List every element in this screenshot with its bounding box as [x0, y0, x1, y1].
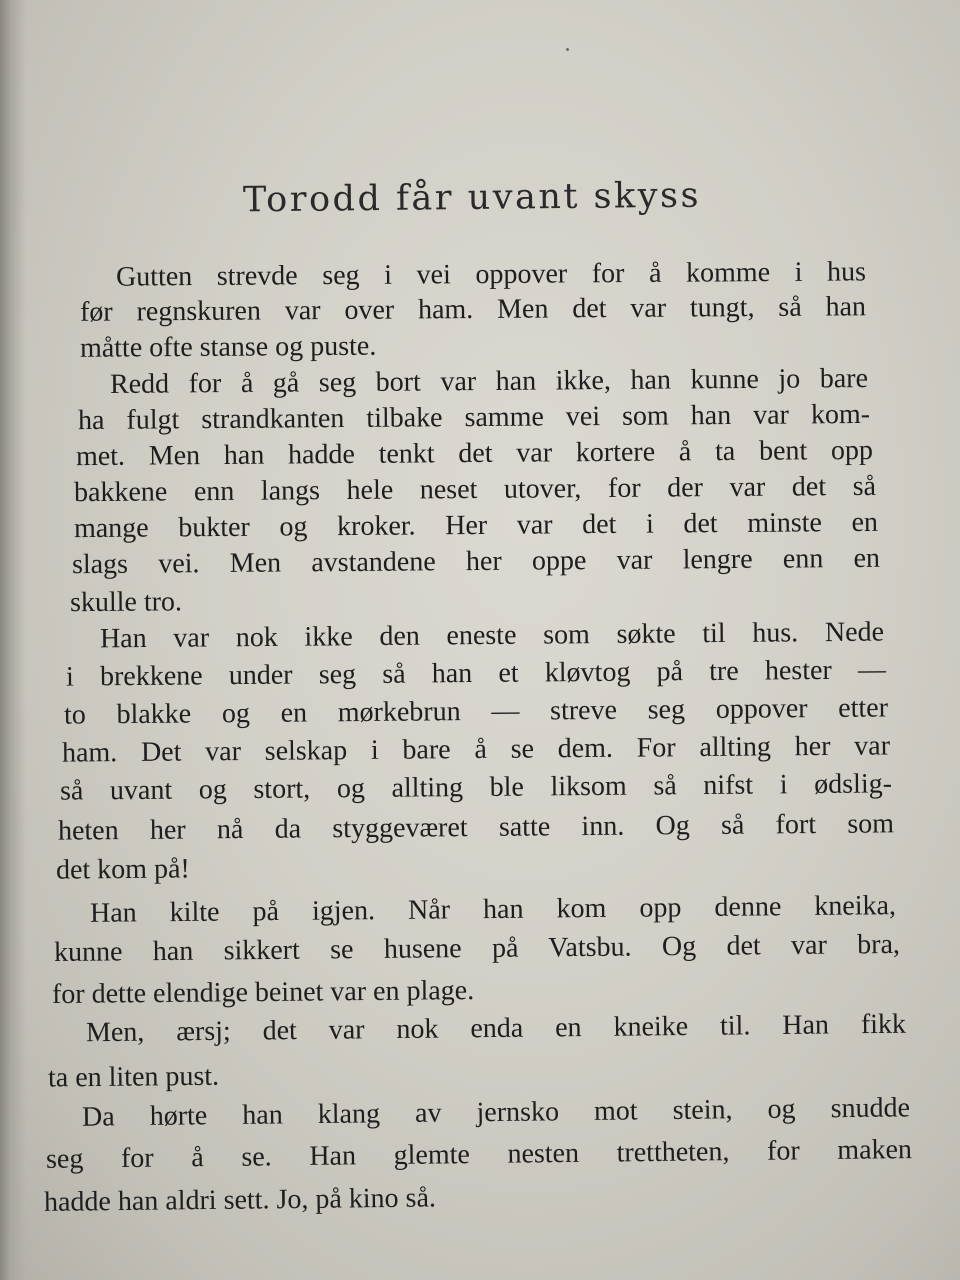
text-line: i brekkene under seg så han et kløvtog på tre hester — — [65, 654, 887, 693]
text-line: slags vei. Men avstandene her oppe var lengre enn en — [71, 542, 881, 581]
text-line: måtte ofte stanse og puste. — [79, 330, 377, 364]
text-line: seg for å se. Han glemte nesten trettheten, for maken — [45, 1134, 913, 1175]
text-line: Redd for å gå seg bort var han ikke, han kunne jo bare — [109, 363, 869, 400]
text-line: for dette elendige beinet var en plage. — [51, 975, 475, 1011]
text-line: så uvant og stort, og allting ble liksom så nifst i ødslig- — [59, 768, 893, 807]
text-line: ta en liten pust. — [47, 1060, 220, 1094]
text-line: det kom på! — [55, 853, 190, 886]
text-line: Da hørte han klang av jernsko mot stein, og snudde — [81, 1092, 911, 1133]
text-line: Men, ærsj; det var nok enda en kneike til. Han fikk — [85, 1008, 907, 1049]
text-line: to blakke og en mørkebrun — streve seg oppover etter — [63, 692, 889, 731]
text-line: Han var nok ikke den eneste som søkte til hus. Nede — [99, 616, 885, 655]
text-line: Han kilte på igjen. Når han kom opp denne kneika, — [89, 890, 897, 929]
text-line: heten her nå da styggeværet satte inn. Og så fort som — [57, 808, 895, 847]
text-line: met. Men han hadde tenkt det var kortere å ta bent opp — [75, 434, 874, 473]
chapter-title: Torodd får uvant skyss — [242, 175, 702, 221]
text-line: kunne han sikkert se husene på Vatsbu. Og det var bra, — [53, 928, 901, 969]
text-line: bakkene enn langs hele neset utover, for der var det så — [73, 470, 877, 509]
text-line: mange bukter og kroker. Her var det i det minste en — [73, 506, 879, 545]
text-line: før regnskuren var over ham. Men det var tungt, så han — [79, 291, 867, 328]
text-line: skulle tro. — [69, 586, 183, 619]
text-line: ha fulgt strandkanten tilbake samme vei som han var kom- — [77, 398, 871, 437]
text-line: Gutten strevde seg i vei oppover for å komme i hus — [115, 256, 867, 293]
text-line: ham. Det var selskap i bare å se dem. For allting her var — [61, 730, 891, 769]
text-line: hadde han aldri sett. Jo, på kino så. — [43, 1182, 437, 1218]
